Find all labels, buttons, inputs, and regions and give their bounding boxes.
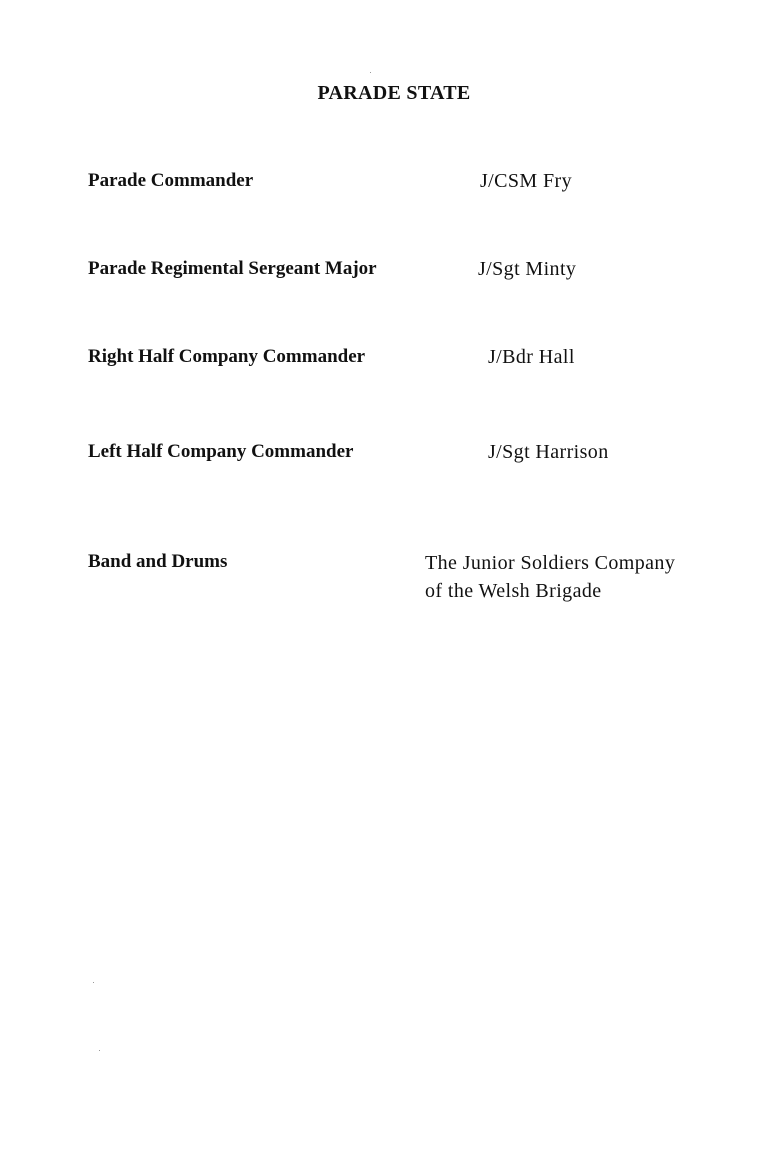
appointment-row-parade-commander — [0, 170, 780, 230]
page-title: PARADE STATE — [317, 82, 471, 104]
appointment-row-left-half-company — [0, 441, 780, 501]
appointment-row-right-half-company — [0, 346, 780, 406]
role-label: Band and Drums — [88, 551, 228, 572]
appointment-row-band-and-drums — [0, 551, 780, 621]
role-label: Left Half Company Commander — [88, 441, 354, 462]
scan-speck — [370, 72, 371, 73]
appointment-row-parade-rsm — [0, 258, 780, 318]
role-label: Right Half Company Commander — [88, 346, 366, 367]
scan-speck — [99, 1050, 100, 1051]
role-label: Parade Commander — [88, 170, 254, 191]
holder-line: The Junior Soldiers Company — [425, 552, 676, 574]
holder-name: J/CSM Fry — [480, 170, 572, 192]
holder-name-multiline — [425, 549, 675, 605]
holder-name: J/Sgt Harrison — [488, 441, 609, 463]
scan-speck — [93, 982, 94, 983]
role-label: Parade Regimental Sergeant Major — [88, 258, 377, 279]
holder-name: J/Sgt Minty — [478, 258, 577, 280]
holder-name: J/Bdr Hall — [488, 346, 575, 368]
holder-line: of the Welsh Brigade — [425, 580, 602, 602]
